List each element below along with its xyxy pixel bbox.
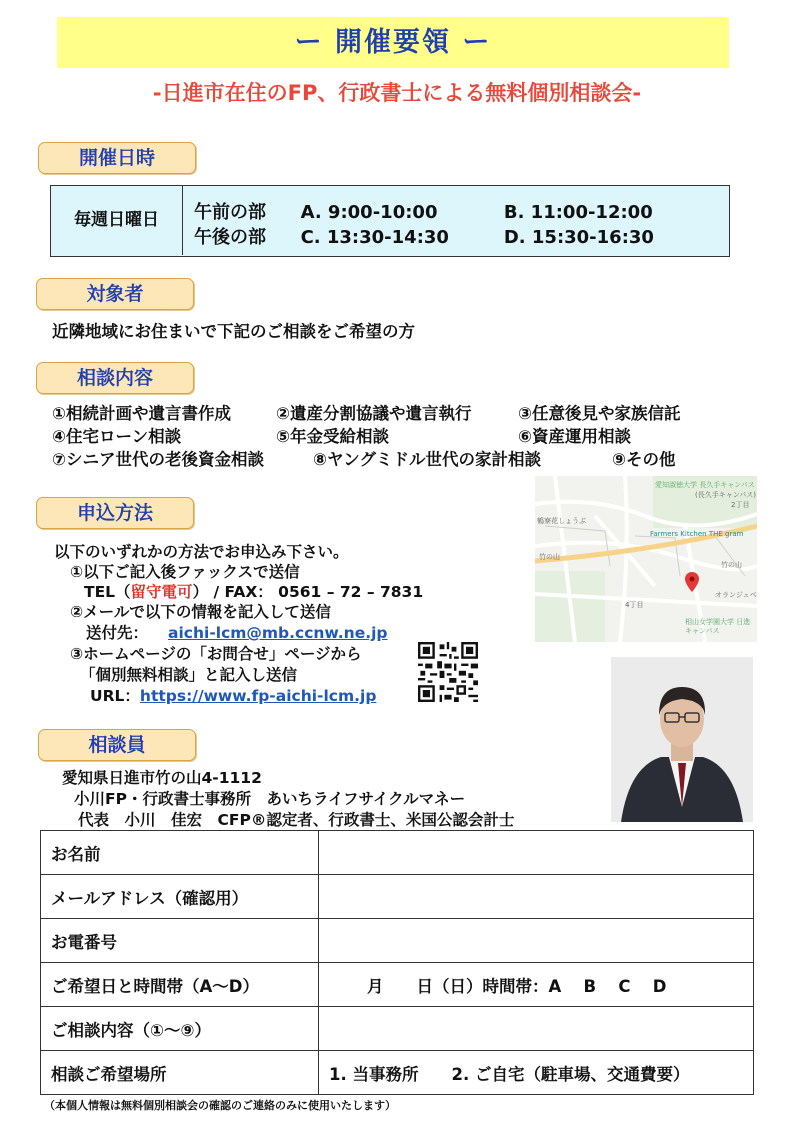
- afternoon-part: 午後の部: [194, 227, 266, 248]
- form-label-place: 相談ご希望場所: [41, 1051, 319, 1095]
- content-item: ④住宅ローン相談: [52, 427, 182, 446]
- section-label-schedule: 開催日時: [38, 142, 196, 174]
- map-label: 竹の山: [721, 561, 742, 569]
- person-photo: [611, 657, 753, 822]
- map-label: 2丁目: [731, 501, 750, 509]
- apply-web-title: ③ホームページの「お問合せ」ページから: [70, 645, 362, 663]
- application-form: [40, 830, 754, 1095]
- map-label: 鶴寮花しょうぶ: [537, 517, 586, 525]
- map-label: 愛知淑徳大学 長久手キャンパス: [655, 481, 755, 489]
- form-field-date[interactable]: 月 日（日）時間帯：A B C D: [319, 963, 754, 1007]
- qr-code-icon[interactable]: [418, 642, 478, 702]
- content-item: ⑦シニア世代の老後資金相談: [52, 450, 264, 469]
- slot-d: D. 15:30-16:30: [503, 227, 654, 248]
- target-text: 近隣地域にお住まいで下記のご相談をご希望の方: [52, 322, 415, 341]
- consultant-office: 小川FP・行政書士事務所 あいちライフサイクルマネー: [74, 790, 466, 808]
- consultant-photo: [611, 657, 753, 822]
- form-field-name[interactable]: [319, 831, 754, 875]
- mail-prefix: 送付先：: [86, 624, 149, 642]
- slot-b: B. 11:00-12:00: [503, 202, 653, 223]
- schedule-afternoon-row: [194, 223, 654, 249]
- map-label: Farmers Kitchen THE gram: [650, 530, 744, 538]
- form-row: [41, 919, 754, 963]
- form-row: [41, 963, 754, 1007]
- form-field-phone[interactable]: [319, 919, 754, 963]
- content-item: ⑤年金受給相談: [276, 427, 389, 446]
- content-item: ⑥資産運用相談: [518, 427, 631, 446]
- slot-a: A. 9:00-10:00: [300, 202, 438, 223]
- schedule-box: [50, 185, 730, 257]
- url-prefix: URL：: [90, 687, 140, 705]
- apply-intro: 以下のいずれかの方法でお申込み下さい。: [54, 543, 349, 561]
- form-row: [41, 1051, 754, 1095]
- section-label-target: 対象者: [36, 278, 194, 310]
- apply-fax-title: ①以下ご記入後ファックスで送信: [70, 563, 300, 581]
- form-label-email: メールアドレス（確認用）: [41, 875, 319, 919]
- form-field-place[interactable]: 1. 当事務所 2. ご自宅（駐車場、交通費要）: [319, 1051, 754, 1095]
- section-label-consultant: 相談員: [38, 729, 196, 761]
- map-label: (長久手キャンパス): [695, 491, 756, 499]
- content-item: ②遺産分割協議や遺言執行: [276, 404, 472, 423]
- morning-part: 午前の部: [194, 202, 266, 223]
- website-url-link[interactable]: https://www.fp-aichi-lcm.jp: [139, 687, 377, 705]
- map-label: 竹の山: [539, 553, 560, 561]
- section-label-apply: 申込方法: [36, 497, 194, 529]
- form-field-email[interactable]: [319, 875, 754, 919]
- content-item: ③任意後見や家族信託: [518, 404, 681, 423]
- map-label: 4丁目: [625, 601, 644, 609]
- form-row: [41, 1007, 754, 1051]
- form-label-name: お名前: [41, 831, 319, 875]
- tel-fax-number: ） / FAX： 0561 – 72 – 7831: [192, 583, 424, 601]
- tel-note: 留守電可: [130, 583, 193, 601]
- consultant-address: 愛知県日進市竹の山4-1112: [62, 769, 262, 787]
- content-item: ①相続計画や遺言書作成: [52, 404, 231, 423]
- mail-address-link[interactable]: aichi-lcm@mb.ccnw.ne.jp: [168, 624, 388, 642]
- apply-tel-line: [84, 580, 423, 602]
- map-pin-icon: [685, 572, 699, 592]
- content-item: ⑨その他: [612, 450, 676, 469]
- access-map[interactable]: [535, 476, 757, 642]
- page-title: ー 開催要領 ー: [57, 17, 729, 68]
- form-row: [41, 875, 754, 919]
- form-field-content[interactable]: [319, 1007, 754, 1051]
- form-label-content: ご相談内容（①〜⑨）: [41, 1007, 319, 1051]
- form-label-date: ご希望日と時間帯（A〜D）: [41, 963, 319, 1007]
- schedule-morning-row: [194, 198, 653, 224]
- form-label-phone: お電番号: [41, 919, 319, 963]
- page-subtitle: -日進市在住のFP、行政書士による無料個別相談会-: [152, 81, 642, 105]
- apply-mail-line: [86, 621, 388, 643]
- slot-c: C. 13:30-14:30: [300, 227, 449, 248]
- tel-prefix: TEL（: [84, 583, 131, 601]
- content-item: ⑧ヤングミドル世代の家計相談: [313, 450, 541, 469]
- apply-mail-title: ②メールで以下の情報を記入して送信: [70, 603, 331, 621]
- map-label: 相山女学園大学 日進キャンパス: [685, 618, 751, 635]
- section-label-content: 相談内容: [36, 362, 194, 394]
- apply-web-note: 「個別無料相談」と記入し送信: [80, 666, 298, 684]
- apply-url-line: [90, 684, 376, 706]
- consultant-rep: 代表 小川 佳宏 CFP®認定者、行政書士、米国公認会計士: [78, 811, 515, 829]
- schedule-day: 毎週日曜日: [51, 186, 183, 255]
- map-label: オランジュベ: [715, 591, 757, 599]
- privacy-footnote: （本個人情報は無料個別相談会の確認のご連絡のみに使用いたします）: [44, 1099, 396, 1112]
- form-row: [41, 831, 754, 875]
